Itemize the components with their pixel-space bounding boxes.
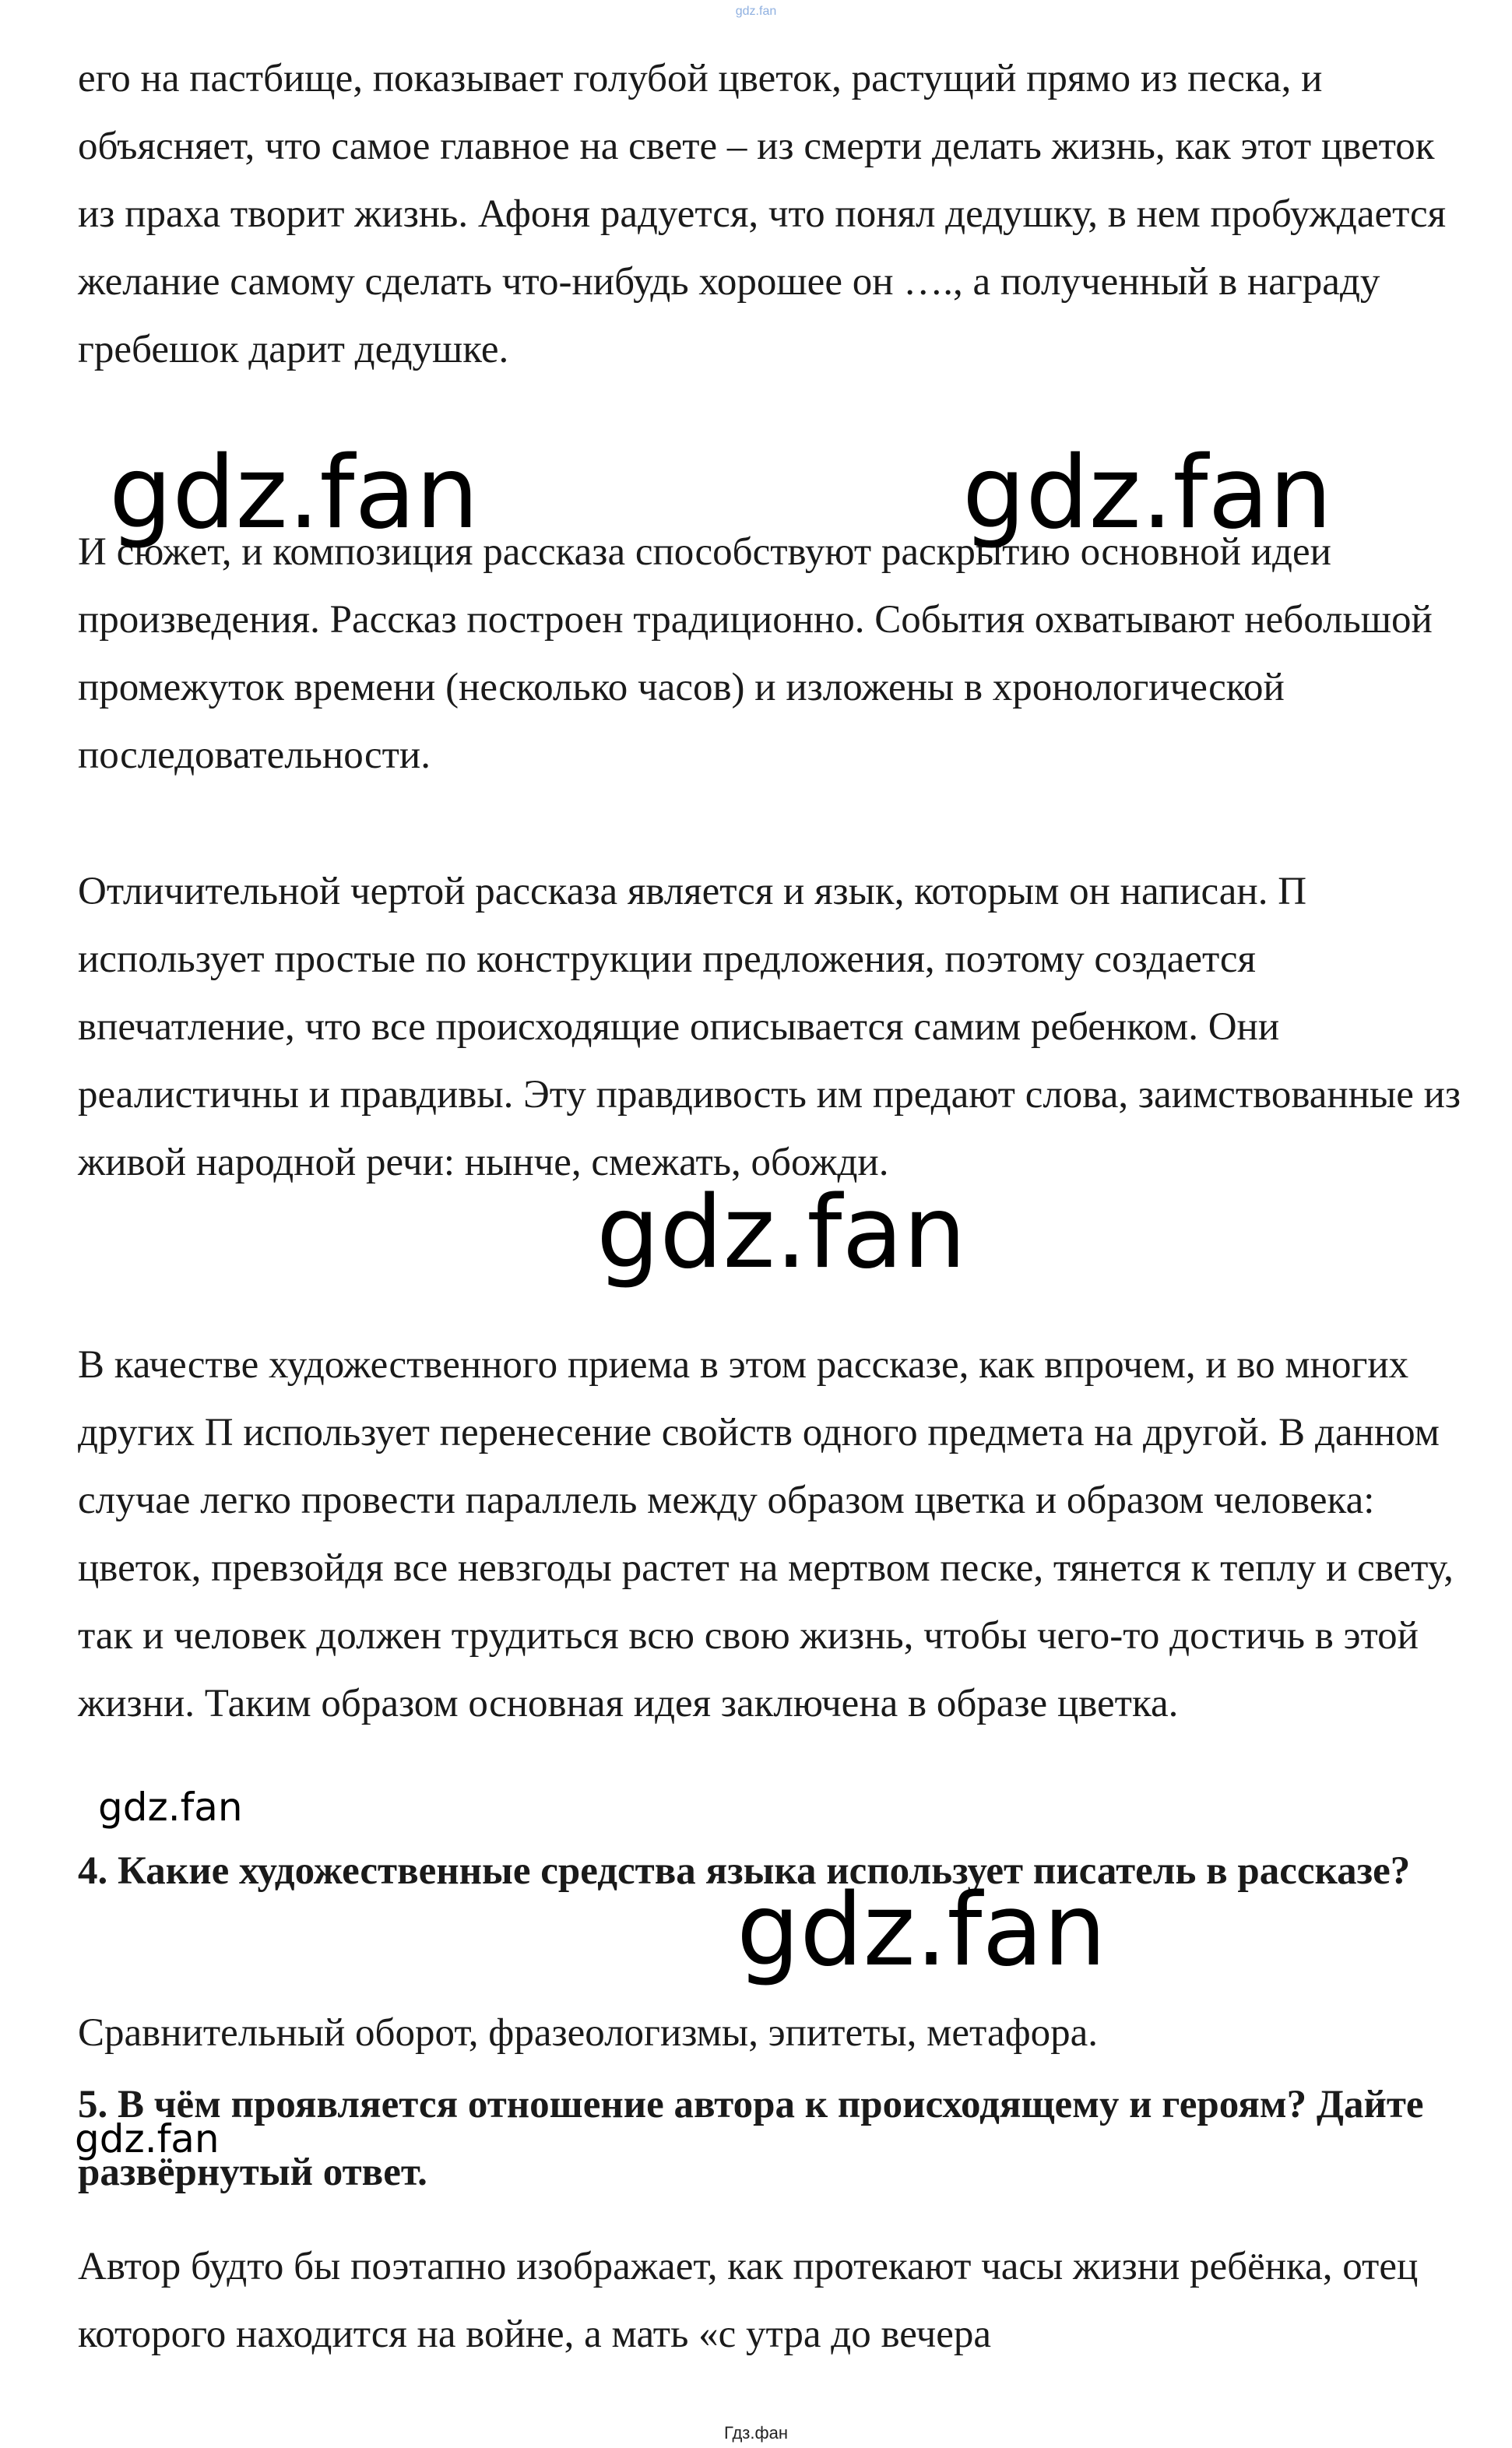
answer-4: Сравнительный оборот, фразеологизмы, эпитеты, метафора.	[78, 2011, 1099, 2055]
question-4: 4. Какие художественные средства языка использует писатель в рассказе?	[78, 1849, 1411, 1893]
question-5: 5. В чём проявляется отношение автора к происходящему и героям? Дайте развёрнутый ответ.	[78, 2083, 1424, 2194]
paragraph-1: его на пастбище, показывает голубой цветок, растущий прямо из песка, и объясняет, что самое главное на свете – из смерти делать жизнь, как этот цветок из праха творит жизнь. Афоня радуется, что понял дедушку, в нем пробуждается желание самому сделать что-нибудь хорошее он …., а полученный в награду гребешок дарит дедушке.	[78, 57, 1447, 371]
header-watermark: gdz.fan	[735, 5, 777, 18]
paragraph-2: И сюжет, и композиция рассказа способствуют раскрытию основной идеи произведения. Рассказ построен традиционно. События охватывают небольшой промежуток времени (несколько часов) и изложены в хронологической последовательности.	[78, 530, 1433, 777]
paragraph-4: В качестве художественного приема в этом рассказе, как впрочем, и во многих других П использует перенесение свойств одного предмета на другой. В данном случае легко провести параллель между образом цветка и образом человека: цветок, превзойдя все невзгоды растет на мертвом песке, тянется к теплу и свету, так и человек должен трудиться всю свою жизнь, чтобы чего-то достичь в этой жизни. Таким образом основная идея заключена в образе цветка.	[78, 1343, 1454, 1725]
footer-label: Гдз.фан	[724, 2423, 788, 2443]
watermark: gdz.fan	[962, 435, 1332, 551]
watermark: gdz.fan	[596, 1175, 966, 1291]
watermark: gdz.fan	[98, 1785, 243, 1830]
answer-5: Автор будто бы поэтапно изображает, как протекают часы жизни ребёнка, отец которого находится на войне, а мать «с утра до вечера	[78, 2245, 1419, 2356]
watermark: gdz.fan	[109, 435, 479, 551]
watermark: gdz.fan	[75, 2116, 220, 2161]
watermark: gdz.fan	[737, 1873, 1106, 1989]
paragraph-3: Отличительной чертой рассказа является и язык, которым он написан. П использует простые по конструкции предложения, поэтому создается впечатление, что все происходящие описывается самим ребенком. Они реалистичны и правдивы. Эту правдивость им предают слова, заимствованные из живой народной речи: нынче, смежать, обожди.	[78, 870, 1461, 1184]
